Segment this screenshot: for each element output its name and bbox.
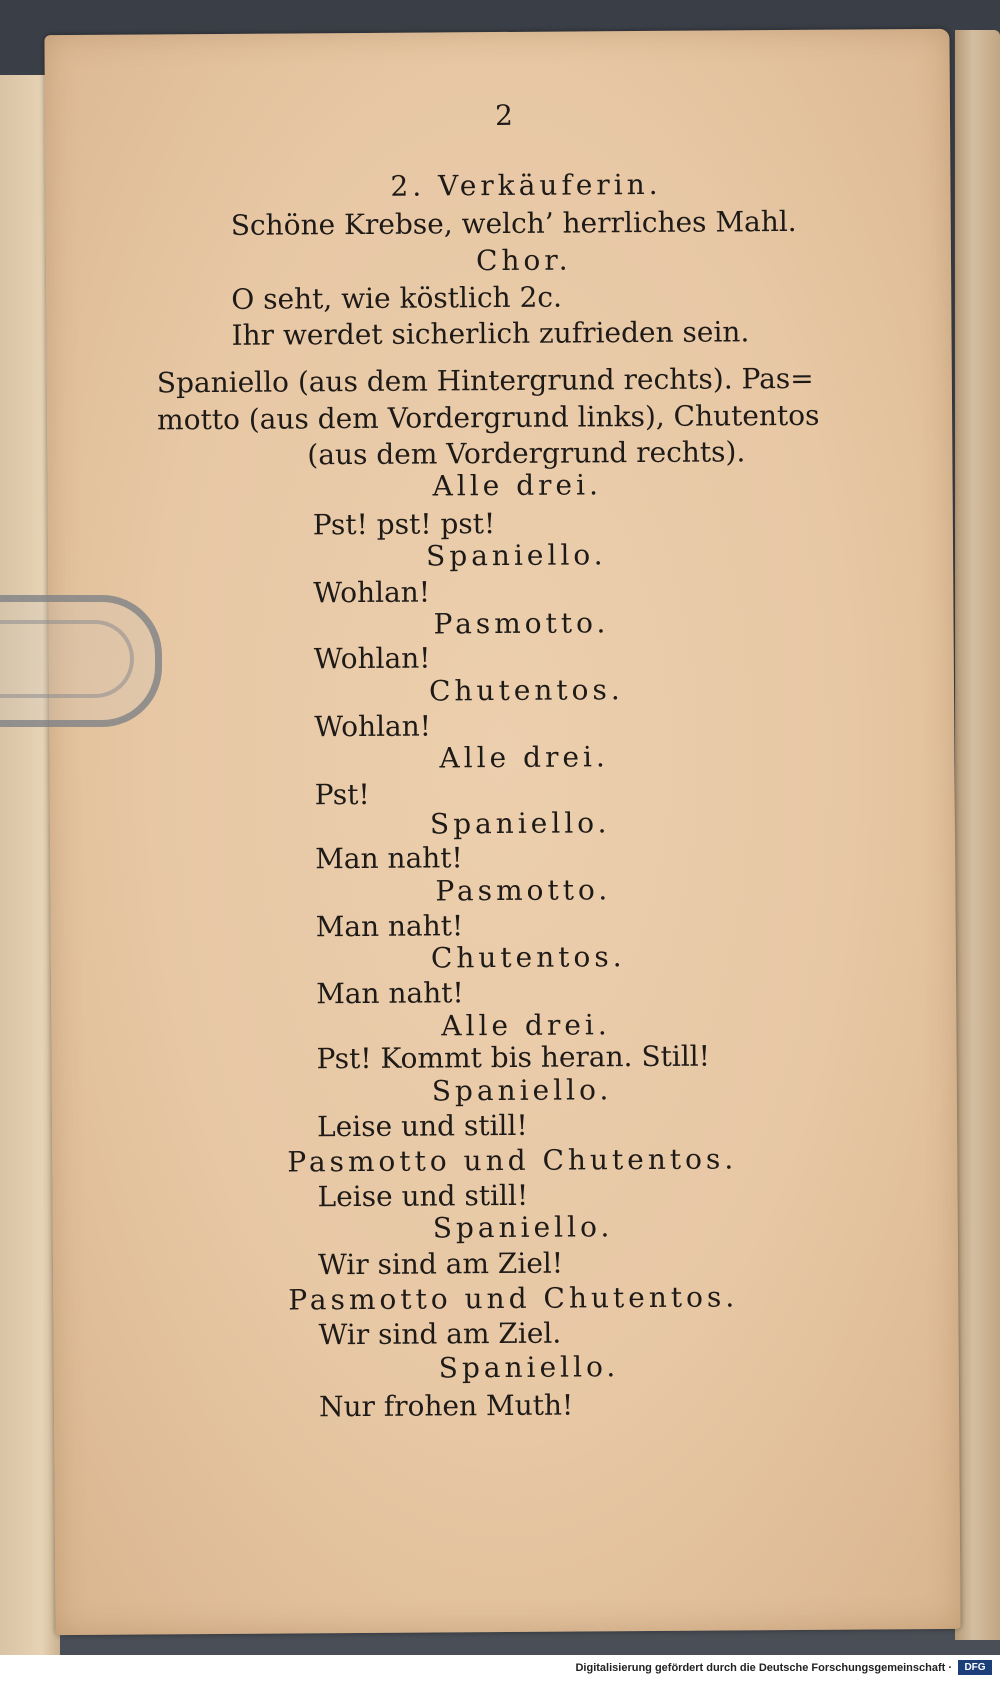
speaker-heading: Spaniello. bbox=[432, 1210, 614, 1245]
text-line: Wohlan! bbox=[313, 641, 431, 676]
speaker-heading: Alle drei. bbox=[439, 740, 609, 775]
speaker-heading: Chutentos. bbox=[428, 673, 624, 708]
text-line: Man naht! bbox=[316, 976, 464, 1011]
text-line: Pst! Kommt bis heran. Still! bbox=[316, 1039, 711, 1076]
text-line: Leise und still! bbox=[316, 1108, 528, 1144]
speaker-heading: Alle drei. bbox=[441, 1008, 611, 1043]
page-number: 2 bbox=[494, 98, 513, 133]
footer-bar bbox=[0, 1655, 1000, 1681]
text-line: Pst! pst! pst! bbox=[312, 507, 496, 542]
text-line: Ihr werdet sicherlich zufrieden sein. bbox=[231, 315, 750, 352]
stage-direction: motto (aus dem Vordergrund links), Chutentos bbox=[156, 398, 820, 437]
text-line: Wohlan! bbox=[313, 575, 431, 610]
speaker-heading: Pasmotto. bbox=[435, 873, 612, 908]
text-line: Nur frohen Muth! bbox=[318, 1388, 574, 1424]
stage-direction: Spaniello (aus dem Hintergrund rechts). Pas= bbox=[156, 361, 814, 400]
text-line: Man naht! bbox=[315, 841, 463, 876]
speaker-heading: Spaniello. bbox=[425, 538, 607, 573]
text-line: O seht, wie köstlich 2c. bbox=[231, 280, 563, 316]
text-line: Wir sind am Ziel! bbox=[317, 1246, 564, 1282]
stage-direction: (aus dem Vordergrund rechts). bbox=[307, 435, 746, 472]
text-line: Man naht! bbox=[315, 909, 464, 944]
book-page bbox=[44, 29, 960, 1635]
paper-clip-inner-loop bbox=[0, 620, 134, 698]
text-line: Wohlan! bbox=[314, 709, 432, 744]
speaker-heading: Pasmotto und Chutentos. bbox=[288, 1280, 739, 1317]
funding-credit: Digitalisierung gefördert durch die Deutsche Forschungsgemeinschaft · bbox=[575, 1662, 952, 1674]
speaker-heading: Alle drei. bbox=[432, 468, 603, 503]
text-line: Leise und still! bbox=[317, 1178, 529, 1214]
text-line: Schöne Krebse, welch’ herrliches Mahl. bbox=[230, 204, 797, 242]
speaker-heading: Spaniello. bbox=[438, 1350, 620, 1385]
speaker-heading: Chor. bbox=[475, 243, 572, 278]
right-book-edge bbox=[955, 30, 1000, 1640]
dfg-logo: DFG bbox=[958, 1660, 992, 1675]
speaker-heading: Chutentos. bbox=[430, 940, 626, 975]
speaker-heading: Pasmotto. bbox=[433, 606, 610, 641]
speaker-heading: Spaniello. bbox=[431, 1073, 613, 1108]
text-line: Pst! bbox=[314, 777, 370, 812]
speaker-heading: Pasmotto und Chutentos. bbox=[287, 1142, 738, 1179]
speaker-heading: Spaniello. bbox=[429, 806, 611, 841]
text-line: Wir sind am Ziel. bbox=[318, 1316, 562, 1352]
speaker-heading: 2. Verkäuferin. bbox=[390, 167, 662, 203]
